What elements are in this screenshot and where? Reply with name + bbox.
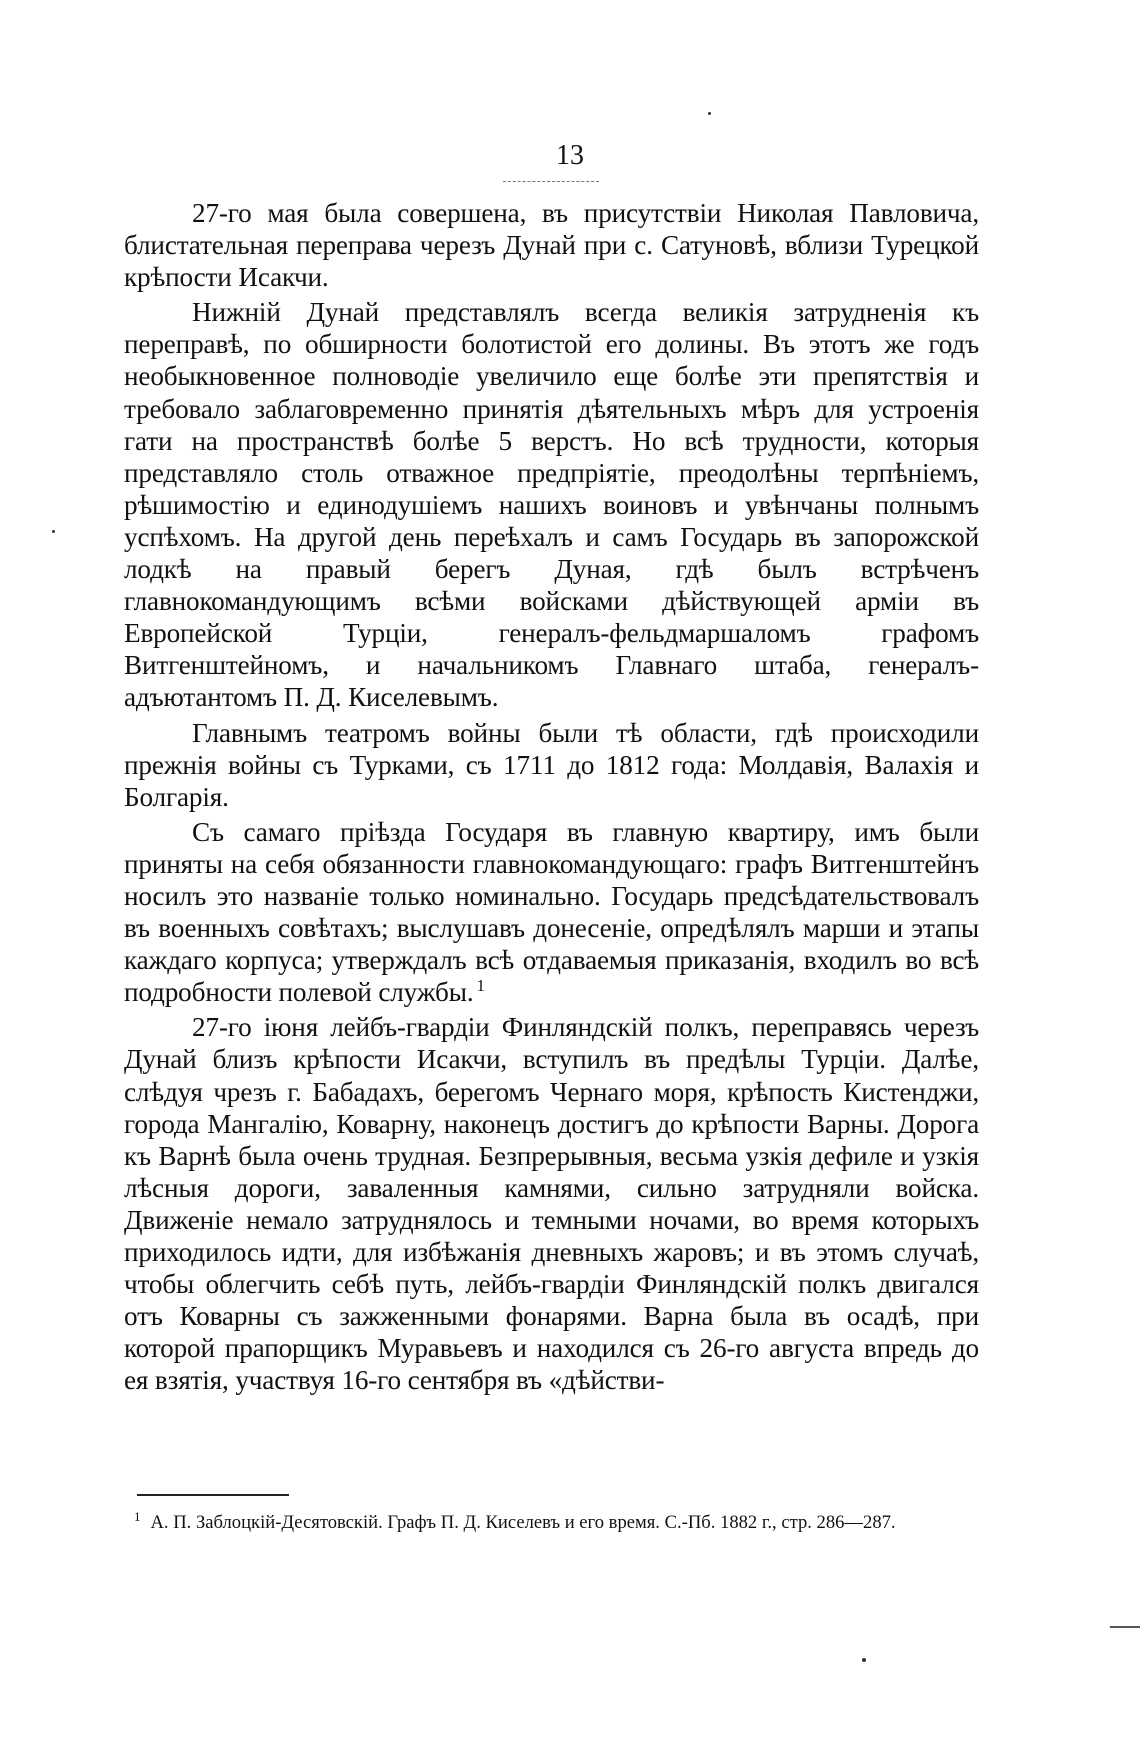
page-number: 13 bbox=[556, 140, 584, 171]
scan-edge-mark bbox=[1110, 1626, 1140, 1628]
paragraph-2: Нижній Дунай представлялъ всегда великія затрудненія къ переправѣ, по обширности болотистой его долины. Въ этотъ же годъ необыкновенное полноводіе увеличило еще болѣе эти препятствія и требовало заблаговременно принятія дѣятельныхъ мѣръ для устроенія гати на пространствѣ болѣе 5 верстъ. Но всѣ трудности, которыя представляло столь отважное предпріятіе, преодолѣны терпѣніемъ, рѣшимостію и единодушіемъ нашихъ воиновъ и увѣнчаны полнымъ успѣхомъ. На другой день переѣхалъ и самъ Государь въ запорожской лодкѣ на правый берегъ Дуная, гдѣ былъ встрѣченъ главнокомандующимъ всѣми войсками дѣйствующей арміи въ Европейской Турціи, генералъ-фельдмаршаломъ графомъ Витгенштейномъ, и начальникомъ Главнаго штаба, генералъ-адъютантомъ П. Д. Киселевымъ. bbox=[124, 297, 979, 713]
scan-speck bbox=[708, 112, 711, 115]
page-number-rule bbox=[503, 181, 599, 182]
footnote-text: А. П. Заблоцкій-Десятовскій. Графъ П. Д. Киселевъ и его время. С.-Пб. 1882 г., стр. 286—287. bbox=[150, 1512, 896, 1533]
footnote-divider bbox=[137, 1494, 289, 1496]
footnote bbox=[124, 1510, 979, 1535]
scan-speck bbox=[862, 1658, 866, 1662]
scan-speck bbox=[52, 530, 55, 533]
footnote-number: 1 bbox=[134, 1508, 141, 1524]
main-text bbox=[124, 197, 979, 1399]
footnote-reference: 1 bbox=[476, 976, 485, 996]
paragraph-5: 27-го іюня лейбъ-гвардіи Финляндскій полкъ, переправясь черезъ Дунай близъ крѣпости Исакчи, вступилъ въ предѣлы Турціи. Далѣе, слѣдуя чрезъ г. Бабадахъ, берегомъ Чернаго моря, крѣпость Кистенджи, города Мангалію, Коварну, наконецъ достигъ до крѣпости Варны. Дорога къ Варнѣ была очень трудная. Безпрерывныя, весьма узкія дефиле и узкія лѣсныя дороги, заваленныя камнями, сильно затрудняли войска. Движеніе немало затруднялось и темными ночами, во время которыхъ приходилось идти, для избѣжанія дневныхъ жаровъ; и въ этомъ случаѣ, чтобы облегчить себѣ путь, лейбъ-гвардіи Финляндскій полкъ двигался отъ Коварны съ зажженными фонарями. Варна была въ осадѣ, при которой прапорщикъ Муравьевъ и находился съ 26-го августа впредь до ея взятія, участвуя 16-го сентября въ «дѣйстви- bbox=[124, 1012, 979, 1396]
paragraph-3: Главнымъ театромъ войны были тѣ области, гдѣ происходили прежнія войны съ Турками, съ 1711 до 1812 года: Молдавія, Валахія и Болгарія. bbox=[124, 717, 979, 812]
paragraph-1: 27-го мая была совершена, въ присутствіи Николая Павловича, блистательная переправа черезъ Дунай при с. Сатуновѣ, вблизи Турецкой крѣпости Исакчи. bbox=[124, 198, 979, 293]
paragraph-4 bbox=[124, 816, 979, 1009]
paragraph-4-text: Съ самаго пріѣзда Государя въ главную квартиру, имъ были приняты на себя обязанности главнокомандующаго: графъ Витгенштейнъ носилъ это названіе только номинально. Государь предсѣдательствовалъ въ военныхъ совѣтахъ; выслушавъ донесеніе, опредѣлялъ марши и этапы каждаго корпуса; утверждалъ всѣ отдаваемыя приказанія, входилъ во всѣ подробности полевой службы. bbox=[124, 816, 979, 1008]
